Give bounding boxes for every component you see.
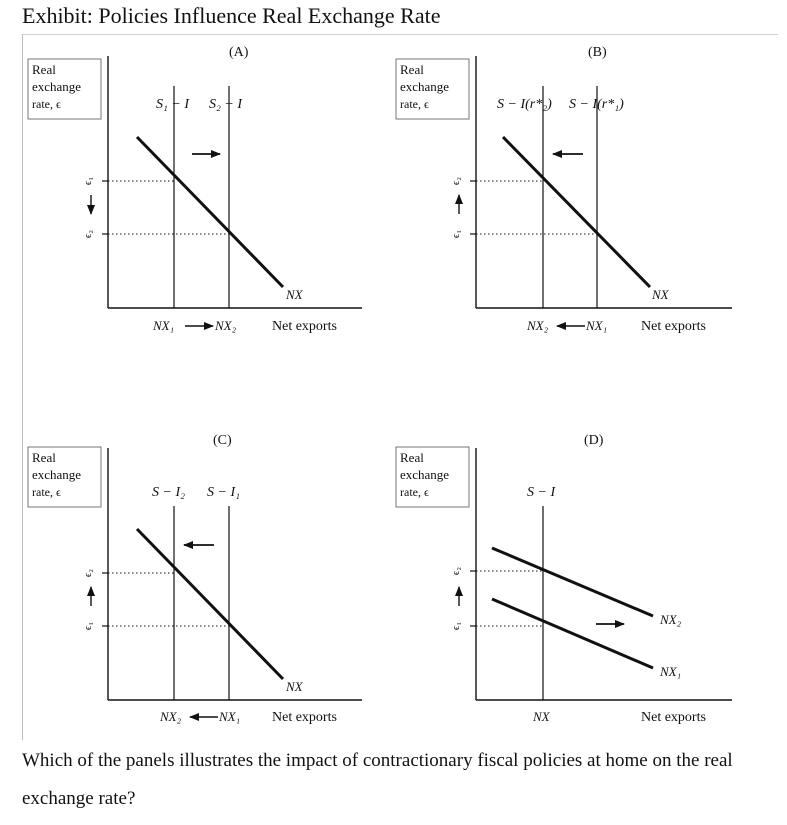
- panel-a: [28, 45, 362, 334]
- supply-label-1: S₁ − I: [156, 97, 189, 112]
- y-axis-label-line-2: exchange: [400, 79, 450, 94]
- supply-label: S − I: [527, 485, 556, 500]
- nx-curve-label: NX: [286, 287, 303, 302]
- supply-label-1: S − I(r*₂): [497, 97, 552, 112]
- upper-rate-label: ϵ₂: [450, 176, 462, 186]
- nx-end-label: NX₂: [215, 318, 237, 333]
- nx-curve: [137, 529, 283, 679]
- nx-start-label: NX₁: [586, 318, 608, 333]
- nx-end-label: NX₂: [160, 709, 182, 724]
- supply-label-1: S − I₂: [152, 485, 185, 500]
- lower-rate-label: ϵ₁: [82, 621, 94, 631]
- nx2-curve-label: NX₂: [660, 612, 682, 627]
- nx1-curve-label: NX₁: [660, 664, 682, 679]
- panel-label: (C): [213, 433, 232, 448]
- panel-b: [396, 45, 732, 334]
- y-axis-label-line-1: Real: [400, 450, 424, 465]
- nx-start-label: NX₁: [153, 318, 175, 333]
- nx2-curve: [492, 548, 653, 616]
- lower-rate-label: ϵ₂: [82, 229, 94, 239]
- y-axis-label-line-3: rate, ϵ: [32, 485, 61, 499]
- supply-label-2: S₂ − I: [209, 97, 242, 112]
- nx-curve-label: NX: [652, 287, 669, 302]
- y-axis-label-line-3: rate, ϵ: [32, 97, 61, 111]
- x-axis-label: Net exports: [641, 319, 706, 334]
- question-text: Which of the panels illustrates the impact of contractionary fiscal policies at home on the real exchange rate?: [22, 750, 733, 809]
- nx-curve: [503, 137, 650, 287]
- nx-curve: [137, 137, 283, 287]
- y-axis-label-line-3: rate, ϵ: [400, 485, 429, 499]
- upper-rate-label: ϵ₁: [82, 176, 94, 186]
- y-axis-label-line-2: exchange: [32, 79, 82, 94]
- panel-d: [396, 433, 732, 725]
- lower-rate-label: ϵ₁: [450, 621, 462, 631]
- panel-label: (D): [584, 433, 604, 448]
- y-axis-label-line-3: rate, ϵ: [400, 97, 429, 111]
- x-axis-label: Net exports: [272, 319, 337, 334]
- supply-label-2: S − I(r*₁): [569, 97, 624, 112]
- y-axis-label-line-1: Real: [32, 62, 56, 77]
- supply-label-2: S − I₁: [207, 485, 240, 500]
- nx-curve-label: NX: [286, 679, 303, 694]
- nx1-curve: [492, 599, 653, 668]
- lower-rate-label: ϵ₁: [450, 229, 462, 239]
- upper-rate-label: ϵ₂: [450, 566, 462, 576]
- x-axis-label: Net exports: [641, 710, 706, 725]
- y-axis-label-line-2: exchange: [32, 467, 82, 482]
- nx-axis-label: NX: [533, 709, 550, 724]
- nx-start-label: NX₁: [219, 709, 241, 724]
- nx-end-label: NX₂: [527, 318, 549, 333]
- upper-rate-label: ϵ₂: [82, 568, 94, 578]
- y-axis-label-line-1: Real: [32, 450, 56, 465]
- panel-label: (B): [588, 45, 607, 60]
- panel-label: (A): [229, 45, 249, 60]
- panel-c: [28, 433, 362, 725]
- y-axis-label-line-1: Real: [400, 62, 424, 77]
- y-axis-label-line-2: exchange: [400, 467, 450, 482]
- exhibit-title: Exhibit: Policies Influence Real Exchange Rate: [22, 3, 441, 28]
- x-axis-label: Net exports: [272, 710, 337, 725]
